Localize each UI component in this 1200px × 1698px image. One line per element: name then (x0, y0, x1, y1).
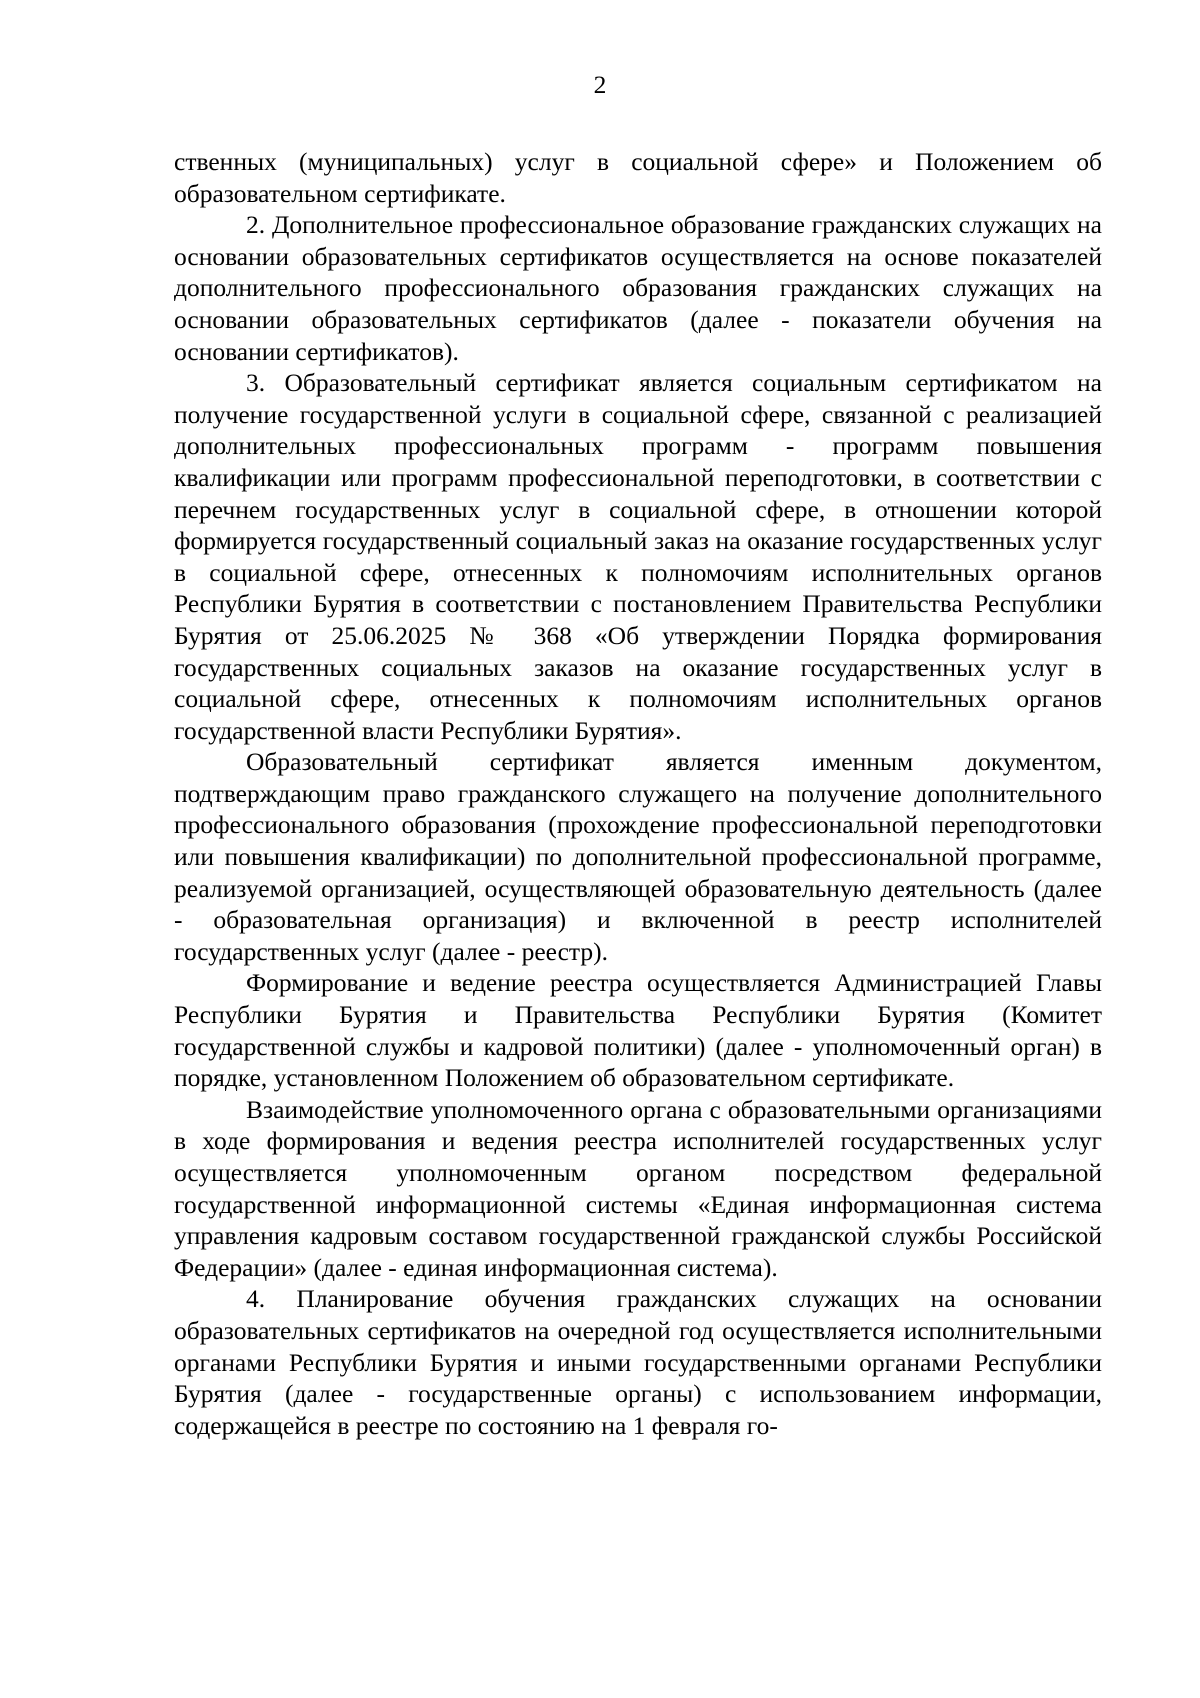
paragraph-item-2: 2. Дополнительное профессиональное образование гражданских служащих на основании образовательных сертификатов осуществляется на основе показателей дополнительного профессионального образования гражданских служащих на основании образовательных сертификатов (далее - показатели обучения на основании сертификатов). (174, 210, 1102, 366)
paragraph-item-3: 3. Образовательный сертификат является социальным сертификатом на получение государственной услуги в социальной сфере, связанной с реализацией дополнительных профессиональных программ - программ повышения квалификации или программ профессиональной переподготовки, в соответствии с перечнем государственных услуг в социальной сфере, в отношении которой формируется государственный социальный заказ на оказание государственных услуг в социальной сфере, отнесенных к полномочиям исполнительных органов Республики Бурятия в соответствии с постановлением Правительства Республики Бурятия от 25.06.2025 № 368 «Об утверждении Порядка формирования государственных социальных заказов на оказание государственных услуг в социальной сфере, отнесенных к полномочиям исполнительных органов государственной власти Республики Бурятия». (174, 368, 1102, 745)
paragraph-certificate-definition: Образовательный сертификат является именным документом, подтверждающим право гражданского служащего на получение дополнительного профессионального образования (прохождение профессиональной переподготовки или повышения квалификации) по дополнительной профессиональной программе, реализуемой организацией, осуществляющей образовательную деятельность (далее - образовательная организация) и включенной в реестр исполнителей государственных услуг (далее - реестр). (174, 747, 1102, 966)
paragraph-continuation: ственных (муниципальных) услуг в социальной сфере» и Положением об образовательном сертификате. (174, 147, 1102, 208)
paragraph-interaction: Взаимодействие уполномоченного органа с образовательными организациями в ходе формирования и ведения реестра исполнителей государственных услуг осуществляется уполномоченным органом посредством федеральной государственной информационной системы «Единая информационная система управления кадровым составом государственной гражданской службы Российской Федерации» (далее - единая информационная система). (174, 1094, 1102, 1282)
paragraph-item-4: 4. Планирование обучения гражданских служащих на основании образовательных сертификатов на очередной год осуществляется исполнительными органами Республики Бурятия и иными государственными органами Республики Бурятия (далее - государственные органы) с использованием информации, содержащейся в реестре по состоянию на 1 февраля го- (174, 1284, 1102, 1440)
page-number: 2 (593, 70, 607, 99)
paragraph-registry-formation: Формирование и ведение реестра осуществляется Администрацией Главы Республики Бурятия и Правительства Республики Бурятия (Комитет государственной службы и кадровой политики) (далее - уполномоченный орган) в порядке, установленном Положением об образовательном сертификате. (174, 968, 1102, 1093)
document-body (174, 146, 1102, 1441)
